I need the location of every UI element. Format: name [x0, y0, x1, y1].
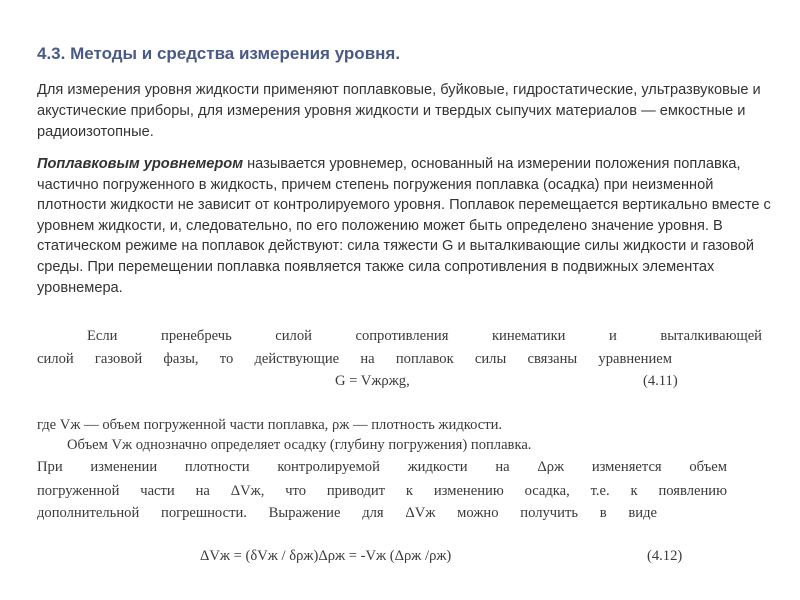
scanned-text-block [37, 322, 764, 584]
definition-paragraph [37, 154, 772, 298]
scan-line-7: дополнительной погрешности. Выражение для ΔVж можно получить в виде [37, 505, 657, 521]
equation-4-11: G = Vжρжg, [335, 373, 410, 389]
scan-line-1: Если пренебречь силой сопротивления кинематики и выталкивающей [87, 328, 762, 344]
equation-number-4-12: (4.12) [647, 548, 683, 564]
scan-line-4: Объем Vж однозначно определяет осадку (глубину погружения) поплавка. [67, 437, 532, 453]
definition-text: называется уровнемер, основанный на измерении положения поплавка, частично погруженного в жидкость, причем степень погружения поплавка (осадка) при неизменной плотности жидкости не зависит от контролируемого уровня. Поплавок перемещается вертикально вместе с уровнем жидкости, и, следовательно, по его положению может быть определено значение уровня. В статическом режиме на поплавок действуют: сила тяжести G и выталкивающие силы жидкости и газовой среды. При перемещении поплавка появляется также сила сопротивления в подвижных элементах уровнемера. [37, 156, 771, 296]
intro-paragraph: Для измерения уровня жидкости применяют поплавковые, буйковые, гидростатические, ультразвуковые и акустические приборы, для измерения уровня жидкости и твердых сыпучих материалов — емкостные и радиоизотопные. [37, 82, 761, 140]
equation-number-4-11: (4.11) [643, 373, 678, 389]
definition-term: Поплавковым уровнемером [37, 156, 244, 172]
section-title: 4.3. Методы и средства измерения уровня. [37, 44, 401, 63]
equation-4-12: ΔVж = (δVж / δρж)Δρж = -Vж (Δρж /ρж) [200, 548, 452, 564]
scan-line-3: где Vж — объем погруженной части поплавка, ρж — плотность жидкости. [37, 417, 503, 433]
scan-line-5: При изменении плотности контролируемой жидкости на Δρж изменяется объем [37, 459, 727, 475]
scan-line-2: силой газовой фазы, то действующие на поплавок силы связаны уравнением [37, 351, 672, 367]
scan-line-6: погруженной части на ΔVж, что приводит к изменению осадка, т.е. к появлению [37, 483, 727, 499]
